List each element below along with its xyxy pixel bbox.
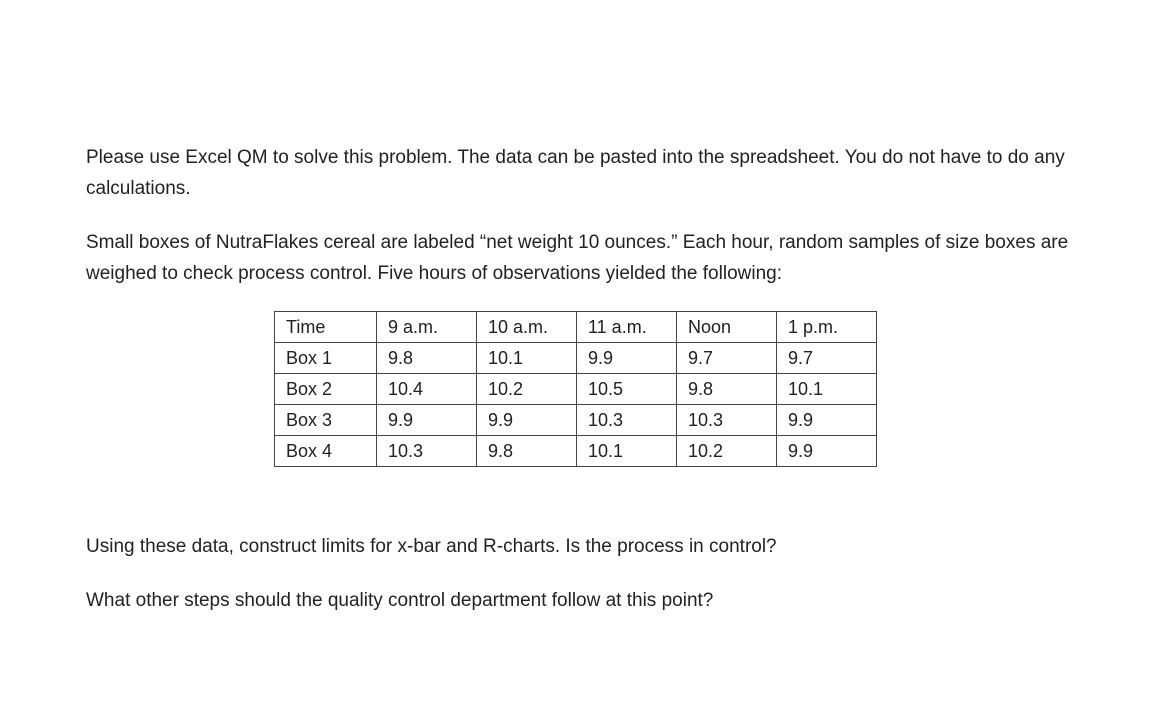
table-header-cell: 9 a.m. bbox=[377, 312, 477, 343]
row-label-cell: Box 2 bbox=[275, 374, 377, 405]
row-label-cell: Box 4 bbox=[275, 436, 377, 467]
table-header-cell: 10 a.m. bbox=[477, 312, 577, 343]
table-header-cell: Time bbox=[275, 312, 377, 343]
table-cell: 9.8 bbox=[677, 374, 777, 405]
table-header-cell: 11 a.m. bbox=[577, 312, 677, 343]
table-cell: 10.1 bbox=[477, 343, 577, 374]
table-row bbox=[275, 436, 877, 467]
table-cell: 9.9 bbox=[777, 405, 877, 436]
table-row bbox=[275, 343, 877, 374]
table-cell: 10.1 bbox=[577, 436, 677, 467]
table-cell: 10.4 bbox=[377, 374, 477, 405]
observations-table-wrapper bbox=[274, 311, 877, 467]
observations-table bbox=[274, 311, 877, 467]
table-cell: 9.9 bbox=[477, 405, 577, 436]
table-cell: 10.2 bbox=[477, 374, 577, 405]
table-cell: 10.3 bbox=[377, 436, 477, 467]
table-cell: 10.3 bbox=[677, 405, 777, 436]
table-cell: 9.7 bbox=[777, 343, 877, 374]
problem-paragraph: Small boxes of NutraFlakes cereal are labeled “net weight 10 ounces.” Each hour, random samples of size boxes are weighed to check process control. Five hours of observations yielded the following: bbox=[86, 232, 1069, 284]
document-page bbox=[86, 142, 1086, 611]
table-row bbox=[275, 374, 877, 405]
table-header-cell: 1 p.m. bbox=[777, 312, 877, 343]
row-label-cell: Box 3 bbox=[275, 405, 377, 436]
table-header-cell: Noon bbox=[677, 312, 777, 343]
table-cell: 9.9 bbox=[377, 405, 477, 436]
instructions-paragraph: Please use Excel QM to solve this problem. The data can be pasted into the spreadsheet. You do not have to do any calculations. bbox=[86, 147, 1065, 199]
table-cell: 10.3 bbox=[577, 405, 677, 436]
table-cell: 10.5 bbox=[577, 374, 677, 405]
table-cell: 9.9 bbox=[777, 436, 877, 467]
table-cell: 9.7 bbox=[677, 343, 777, 374]
table-cell: 9.8 bbox=[477, 436, 577, 467]
table-row bbox=[275, 405, 877, 436]
table-cell: 9.8 bbox=[377, 343, 477, 374]
question-2: What other steps should the quality control department follow at this point? bbox=[86, 590, 714, 611]
table-header-row bbox=[275, 312, 877, 343]
question-1: Using these data, construct limits for x-bar and R-charts. Is the process in control? bbox=[86, 536, 777, 557]
table-cell: 10.1 bbox=[777, 374, 877, 405]
row-label-cell: Box 1 bbox=[275, 343, 377, 374]
table-cell: 9.9 bbox=[577, 343, 677, 374]
table-cell: 10.2 bbox=[677, 436, 777, 467]
